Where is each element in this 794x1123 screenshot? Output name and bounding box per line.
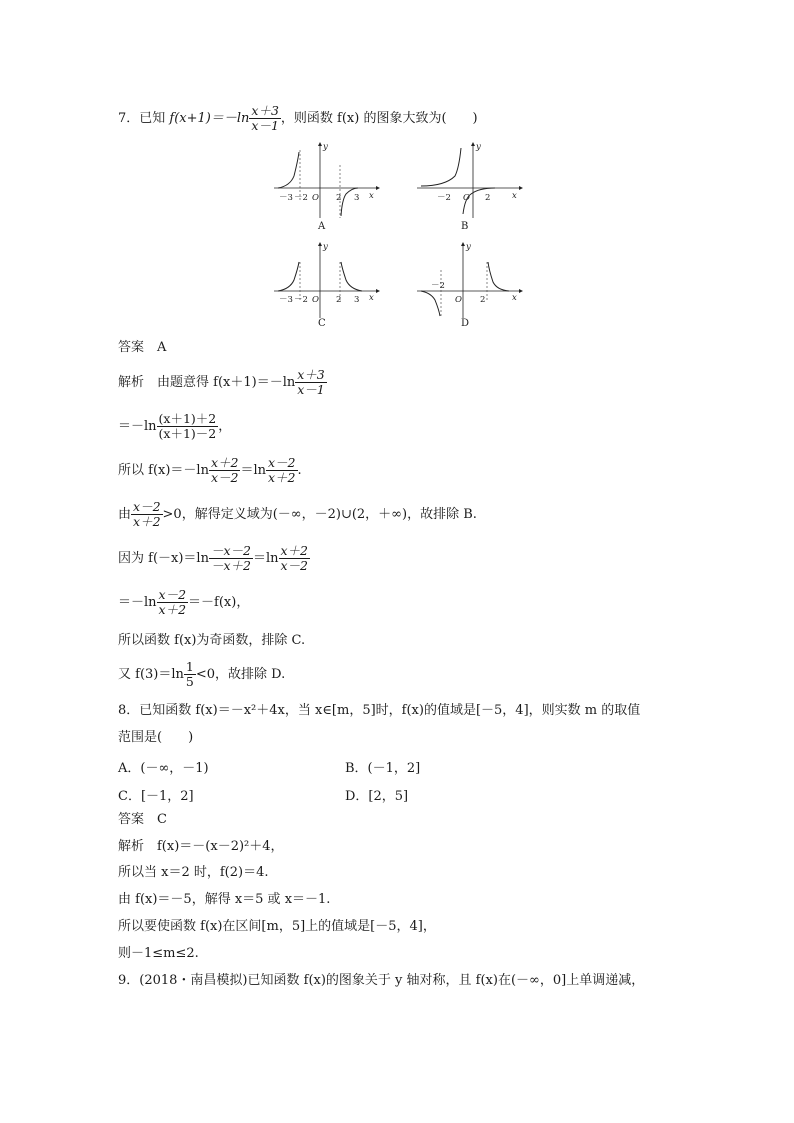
y-axis-label: y	[323, 142, 328, 152]
tick-label: 3	[354, 193, 360, 203]
option-a: A．(－∞，－1)	[118, 761, 209, 776]
tick-label: －3	[279, 295, 293, 305]
graph-d	[415, 240, 525, 329]
question-7: 7．已知 f(x+1)＝－ln $\frac{x+3}{x-1}$ ，则函数 f(x) 的图象大致为( )	[118, 103, 478, 133]
y-axis-label: y	[476, 142, 481, 152]
solution-7-line-3: 所以 f(x)＝－ln $\frac{x+2}{x-2}$ ＝ln $\frac{x-2}{x+2}$ .	[118, 455, 302, 485]
graph-c	[272, 240, 382, 329]
x-axis-label: x	[369, 293, 374, 303]
solution-8-line-1: 解析 f(x)＝－(x－2)²＋4，	[118, 839, 284, 854]
graph-a	[272, 140, 382, 232]
y-axis-label: y	[323, 242, 328, 252]
solution-7-line-4: 由 $\frac{x-2}{x+2}$ >0，解得定义域为(－∞，－2)∪(2，＋∞)，故排除 B.	[118, 499, 477, 529]
tick-label: 3	[354, 295, 360, 305]
answer-7: 答案 A	[118, 340, 167, 355]
graph-label: A	[318, 221, 326, 232]
tick-label: －2	[437, 193, 451, 203]
tick-label: 2	[336, 295, 342, 305]
origin-label: O	[312, 295, 319, 305]
tick-label: －3	[279, 193, 293, 203]
tick-label: 2	[336, 193, 342, 203]
solution-8-line-5: 则－1≤m≤2.	[118, 946, 199, 961]
question-8-line-2: 范围是( )	[118, 730, 194, 745]
option-b: B．(－1，2]	[345, 761, 421, 776]
solution-7-line-6: ＝－ln $\frac{x-2}{x+2}$ ＝－f(x)，	[118, 587, 250, 617]
tick-label: 2	[480, 295, 486, 305]
origin-label: O	[455, 295, 462, 305]
x-axis-label: x	[512, 293, 517, 303]
solution-8-line-4: 所以要使函数 f(x)在区间[m，5]上的值域是[－5，4]，	[118, 919, 436, 934]
graph-label: D	[461, 318, 470, 329]
solution-7-line-8: 又 f(3)＝ln $\frac{1}{5}$ <0，故排除 D.	[118, 659, 286, 689]
fraction: $\frac{x+3}{x-1}$	[251, 103, 279, 133]
solution-7-line-5: 因为 f(－x)＝ln $\frac{-x-2}{-x+2}$ ＝ln $\frac{x+2}{x-2}$	[118, 543, 309, 573]
question-8-line-1: 8．已知函数 f(x)＝－x²＋4x，当 x∈[m，5]时，f(x)的值域是[－5，4]，则实数 m 的取值	[118, 703, 641, 718]
question-9-line-1: 9．(2018・南昌模拟)已知函数 f(x)的图象关于 y 轴对称，且 f(x)在(－∞，0]上单调递减，	[118, 973, 645, 988]
option-d: D．[2，5]	[345, 789, 409, 804]
tick-label: －2	[294, 295, 308, 305]
graph-label: C	[318, 318, 326, 329]
origin-label: O	[312, 193, 319, 203]
solution-8-line-3: 由 f(x)＝－5，解得 x＝5 或 x＝－1.	[118, 892, 331, 907]
graph-label: B	[461, 221, 469, 232]
solution-7-line-2: ＝－ln $\frac{(x+1)+2}{(x+1)-2}$ ，	[118, 411, 232, 441]
tick-label: －2	[431, 281, 445, 291]
solution-7-line-1: 解析 由题意得 f(x＋1)＝－ln $\frac{x+3}{x-1}$	[118, 367, 325, 397]
x-axis-label: x	[512, 191, 517, 201]
solution-7-line-7: 所以函数 f(x)为奇函数，排除 C.	[118, 633, 306, 648]
solution-8-line-2: 所以当 x＝2 时，f(2)＝4.	[118, 865, 269, 880]
answer-8: 答案 C	[118, 812, 167, 827]
tick-label: －2	[294, 193, 308, 203]
option-c: C．[－1，2]	[118, 789, 194, 804]
graph-b	[415, 140, 525, 232]
y-axis-label: y	[466, 242, 471, 252]
origin-label: O	[463, 193, 470, 203]
x-axis-label: x	[369, 191, 374, 201]
tick-label: 2	[485, 193, 491, 203]
